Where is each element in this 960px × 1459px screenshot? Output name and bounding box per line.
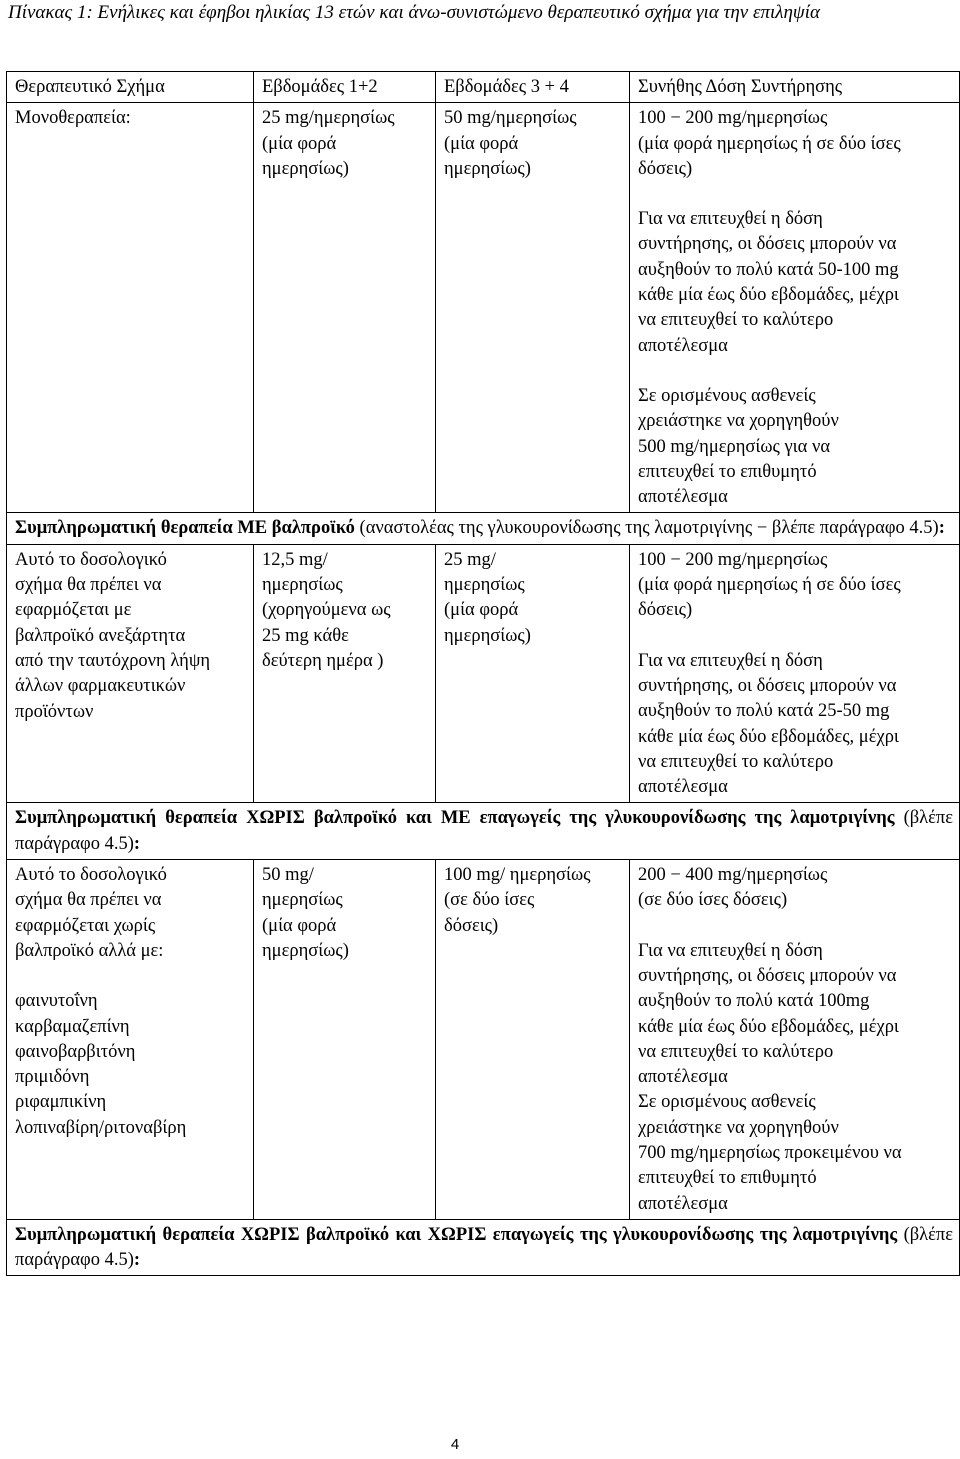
inducers-label-cell bbox=[7, 860, 254, 1220]
with-valproate-heading-normal: (αναστολέας της γλυκουρονίδωσης της λαμοτριγίνης − βλέπε παράγραφο 4.5) bbox=[354, 518, 939, 539]
no-inducers-heading-end: : bbox=[133, 1250, 141, 1271]
inducers-weeks-1-2: 50 mg/ ημερησίως (μία φορά ημερησίως) bbox=[254, 860, 436, 1220]
header-weeks-3-4: Εβδομάδες 3 + 4 bbox=[436, 72, 630, 103]
with-valproate-weeks-1-2: 12,5 mg/ ημερησίως (χορηγούμενα ως 25 mg κάθε δεύτερη ημέρα ) bbox=[254, 544, 436, 803]
with-valproate-row bbox=[7, 544, 960, 803]
inducers-drug-list: φαινυτοΐνη καρβαμαζεπίνη φαινοβαρβιτόνη πριμιδόνη ριφαμπικίνη λοπιναβίρη/ριτοναβίρη bbox=[15, 991, 187, 1138]
inducers-weeks-3-4: 100 mg/ ημερησίως (σε δύο ίσες δόσεις) bbox=[436, 860, 630, 1220]
inducers-maint-dose: 200 − 400 mg/ημερησίως (σε δύο ίσες δόσεις) bbox=[638, 865, 828, 911]
inducers-heading-normal: (βλέπε παράγραφο 4.5) bbox=[15, 808, 954, 854]
header-row bbox=[7, 72, 960, 103]
monotherapy-maint-dose: 100 − 200 mg/ημερησίως (μία φορά ημερησίως ή σε δύο ίσες δόσεις) bbox=[638, 108, 901, 179]
inducers-maintenance bbox=[630, 860, 960, 1220]
with-valproate-maint-titration: Για να επιτευχθεί η δόση συντήρησης, οι δόσεις μπορούν να αυξηθούν το πολύ κατά 25-50 mg κάθε μία έως δύο εβδομάδες, μέχρι να επιτευχθεί το καλύτερο αποτέλεσμα bbox=[638, 650, 899, 798]
with-valproate-weeks-3-4: 25 mg/ ημερησίως (μία φορά ημερησίως) bbox=[436, 544, 630, 803]
page-number: 4 bbox=[450, 1436, 460, 1453]
monotherapy-maint-note: Σε ορισμένους ασθενείς χρειάστηκε να χορηγηθούν 500 mg/ημερησίως για να επιτευχθεί το επιθυμητό αποτέλεσμα bbox=[638, 385, 839, 508]
monotherapy-maint-titration: Για να επιτευχθεί η δόση συντήρησης, οι δόσεις μπορούν να αυξηθούν το πολύ κατά 50-100 mg κάθε μία έως δύο εβδομάδες, μέχρι να επιτευχθεί το καλύτερο αποτέλεσμα bbox=[638, 209, 899, 356]
with-valproate-label: Αυτό το δοσολογικό σχήμα θα πρέπει να εφαρμόζεται με βαλπροϊκό ανεξάρτητα από την ταυτόχρονη λήψη άλλων φαρμακευτικών προϊόντων bbox=[7, 544, 254, 803]
monotherapy-maintenance bbox=[630, 103, 960, 513]
header-regimen: Θεραπευτικό Σχήμα bbox=[7, 72, 254, 103]
header-weeks-1-2: Εβδομάδες 1+2 bbox=[254, 72, 436, 103]
monotherapy-weeks-1-2: 25 mg/ημερησίως (μία φορά ημερησίως) bbox=[254, 103, 436, 513]
table-caption: Πίνακας 1: Ενήλικες και έφηβοι ηλικίας 13 ετών και άνω-συνιστώμενο θεραπευτικό σχήμα για την επιληψία bbox=[8, 2, 820, 23]
no-inducers-heading-row bbox=[7, 1219, 960, 1276]
inducers-label: Αυτό το δοσολογικό σχήμα θα πρέπει να εφαρμόζεται χωρίς βαλπροϊκό αλλά με: bbox=[15, 865, 167, 961]
with-valproate-heading-row bbox=[7, 513, 960, 544]
inducers-heading-end: : bbox=[133, 833, 141, 854]
monotherapy-weeks-3-4: 50 mg/ημερησίως (μία φορά ημερησίως) bbox=[436, 103, 630, 513]
monotherapy-label: Μονοθεραπεία: bbox=[7, 103, 254, 513]
inducers-row bbox=[7, 860, 960, 1220]
dosage-table bbox=[6, 71, 960, 1276]
no-inducers-heading-normal: (βλέπε παράγραφο 4.5) bbox=[15, 1224, 954, 1271]
with-valproate-heading bbox=[7, 513, 960, 544]
with-valproate-maintenance bbox=[630, 544, 960, 803]
inducers-heading-bold: Συμπληρωματική θεραπεία ΧΩΡΙΣ βαλπροϊκό και ΜΕ επαγωγείς της γλυκουρονίδωσης της λαμοτριγίνης bbox=[15, 808, 895, 829]
inducers-heading bbox=[7, 803, 960, 860]
no-inducers-heading-bold: Συμπληρωματική θεραπεία ΧΩΡΙΣ βαλπροϊκό και ΧΩΡΙΣ επαγωγείς της γλυκουρονίδωσης της λαμοτριγίνης bbox=[15, 1224, 898, 1245]
no-inducers-heading bbox=[7, 1219, 960, 1276]
with-valproate-heading-bold: Συμπληρωματική θεραπεία ΜΕ βαλπροϊκό bbox=[15, 518, 355, 539]
inducers-maint-note: Σε ορισμένους ασθενείς χρειάστηκε να χορηγηθούν 700 mg/ημερησίως προκειμένου να επιτευχθεί το επιθυμητό αποτέλεσμα bbox=[638, 1092, 902, 1214]
inducers-maint-titration: Για να επιτευχθεί η δόση συντήρησης, οι δόσεις μπορούν να αυξηθούν το πολύ κατά 100mg κάθε μία έως δύο εβδομάδες, μέχρι να επιτευχθεί το καλύτερο αποτέλεσμα bbox=[638, 940, 899, 1088]
header-maintenance: Συνήθης Δόση Συντήρησης bbox=[630, 72, 960, 103]
with-valproate-maint-dose: 100 − 200 mg/ημερησίως (μία φορά ημερησίως ή σε δύο ίσες δόσεις) bbox=[638, 549, 901, 621]
with-valproate-heading-end: : bbox=[938, 518, 945, 539]
inducers-heading-row bbox=[7, 803, 960, 860]
monotherapy-row bbox=[7, 103, 960, 513]
